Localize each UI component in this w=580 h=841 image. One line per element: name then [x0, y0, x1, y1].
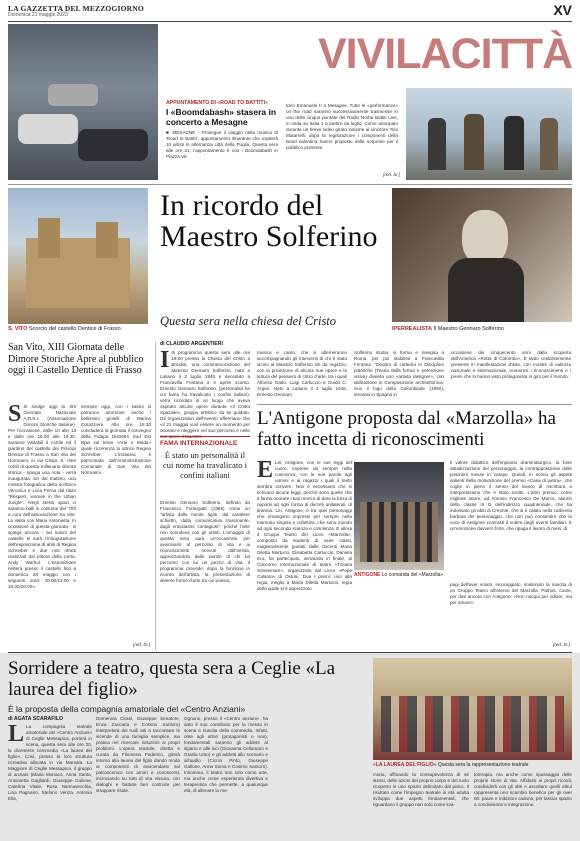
fama-title: FAMA INTERNAZIONALE [160, 440, 238, 447]
antigone-body-col1: E Lei, Antigone, con le sue leggi del cuore, imprese da sempre nella coscienza, con le sue parole agli uomini e ai ragazzi i quali il testo sembra scrivere. Non è necessario che si scrivano alcune leggi, perché sono quelle che ti fanno onorare i tuoi morti e di dare la forza di opporsi ad ogni forma di decreti unilaterali, di tirannia. Lei, Antigone, è tra quei personaggi che rimangono impressi per sempre nella memoria singola e collettiva, che sono mondo ad ogni secondo scienza e coscienza. E allora il Gruppo Teatro del Liceo «Marzolla», composto da studenti di varie classi, magistralmente guidati dalle docenti Maria Diletta Martucci, Elisabetta Carluccio, Daniela Ero, ha partecipato, arrivando in finale, al Concorso Internazionale di teatro «Tiziana Sensemare», organizzato dal Liceo «Pepe Calamo» di Ostuni. Due i premi: uno alla regia, meglio a Maria Diletta Martucci, regia della quale si è apprezzato [257, 457, 352, 591]
maestro-body-text: In programma questa sera alle ore 19.00 presso la Chiesa del Cristo a Brindisi, una commemorazione del Maestro Gennaro Solferino, nato a Latiano il 3 luglio 1946 e deceduto a Francavilla Fontana il 4 aprile scorso. Ernesto Gennaro Solferino, (personalità ha cui fama ha travalicato i confini italiani), verrà ricordato in un luogo che aveva ospitato alcune opere durante «Il Cristo Spaziale», gruppo artistico da lui guidato. Gli organizzatori dell'evento affermano che «il 21 maggio vuol essere un momento per onorare e rileggere nel suo percorso e nelle sue opere il Maestro [160, 350, 250, 439]
teatro-subhead: È la proposta della compagnia amatoriale del «Centro Anziani» [8, 704, 246, 714]
divider-antigone [257, 404, 572, 405]
caption-text: Scorcio del castello Dentice di Frasso [29, 326, 121, 332]
teatro-body-col5: toterapia, ma anche come ripassaggio delle proprie storie di vita. Affidarsi ai propri ricordi, condividerli con gli altri e ascoltare quelli altrui rappresenta uno scambio benefico per gli over 60: paure e inibizioni cadono, per lasciar spazio a condivisione e integrazione. [474, 772, 572, 807]
antigone-body-text: Lei, Antigone, con le sue leggi del cuore, imprese da sempre nella coscienza, con le sue parole agli uomini e ai ragazzi i quali il testo sembra scrivere. Non è necessario che si scrivano alcune leggi, perché sono quelle che ti fanno onorare i tuoi morti e di dare la forza di opporsi ad ogni forma di decreti unilaterali, di tirannia. Lei, Antigone, è tra quei personaggi che rimangono impressi per sempre nella memoria singola e collettiva, che sono mondo ad ogni secondo scienza e coscienza. E allora il Gruppo Teatro del Liceo «Marzolla», composto da studenti di varie classi, magistralmente guidati dalle docenti Maria Diletta Martucci, Elisabetta Carluccio, Daniela Ero, ha partecipato, arrivando in finale, al Concorso Internazionale di teatro «Tiziana Sensemare», organizzato dal Liceo «Pepe Calamo» di Ostuni. Due i premi: uno alla regia, meglio a Maria Diletta Martucci, regia della quale si è apprezzato [257, 460, 352, 591]
band-photo [406, 88, 572, 180]
teatro-body-col1: L La compagnia teatrale amatoriale del «Centro Anziani» di Ceglie Messapica, porterà in scena, questa sera alle ore 20, la divertente commedia «La laurea del figlio». Così, presso la loro struttura ricreativa allocata in via Marsala. La Maggiore di Ceglie Messapica, il gruppo di anziani (Maria Monaco, Anna Santa, Antonietta Gagliardi, Giuseppe Galione, Caterina Vitale, Rosa Nannavecchia, Lina Pagnano, Stefano Venza, Antonio Elia, [8, 721, 92, 801]
svito-body-col2: Sempre oggi, con i saloni si potranno ammirare anche i bellissimi gioielli di Marina Corazziere. Alle ore 18.30 concluderà la giornata il convegno della Fidapa Distretto Sud Est Bpw sul tema «Arte e Moda» quale ricorrenza la attrice Regina Schreiber. L'iniziativa è patrocinata dall'Amministrazione Comunale di San Vito dei Normanni. [81, 404, 151, 475]
teatro-headline: Sorridere a teatro, questa sera a Ceglie «La laurea del figlio» [8, 658, 336, 700]
header-rule [8, 21, 572, 22]
teatro-body-col2: Domenica Cirasì, Giuseppe Senatore, Enza Zaccaria e Cosimo Santoro) interpreterà dei ruoli atti a raccontare le vicende di una famiglia semplice, ma pratica nel ricercare soluzioni ai propri problemi. L'opera teatrale, diretta e curata da Filomena Federico, girerà intorno alla laurea del figlio dando modo ai componenti di avvicendarsi sul palcoscenico con amori e conoscenti, incrociando su tutti di vita vissuta, con dialoghi e battute ben costruite per strappare risate. [96, 716, 180, 793]
newspaper-name: LA GAZZETTA DEL MEZZOGIORNO [8, 4, 144, 13]
svito-headline: San Vito, XIII Giornata delle Dimore Storiche Apre al pubblico oggi il Castello Dentice di Frasso [8, 342, 144, 376]
castle-photo [8, 188, 148, 324]
fama-box [160, 436, 250, 498]
teatro-photo [373, 658, 572, 760]
caption-tag: S. VITO [8, 326, 28, 332]
svito-author: [red. br.] [133, 642, 150, 647]
appuntamento-body-col1: ■ MESAGNE - Prosegue il viaggio nella musica di 'Road to Battiti', appuntamento itinerante che ospiterà 10 artisti in alternanza città della Puglia. Questa sera alle ore 21, l'appuntamento è con i Boomdabash in Piazza Vit- [166, 130, 278, 159]
caption-tag: «LA LAUREA DEL FIGLIO» [373, 762, 437, 768]
teatro-body-col3: Ognuno, presso il «Centro anziani», ha dato il suo contributo per la messa in scena e riuscita della commedia. Infatti, oltre agli attori (protagonisti e non), fondamentali saranno gli addetti al sipario e alle luci (Giovanna Cellamaro e Grazia Urso) e gli addetti allo scenario e all'audio (Ciccio Pinto, Giuseppe Gallone, Anna Suma e Cosimo Santoro). Insomma, il teatro non solo come arte, ma anche come esperienza divertiva e terapeutica che permette, a qualunque età, di allenare la me- [184, 716, 268, 793]
teatro-body-text: La compagnia teatrale amatoriale del «Centro Anziani» di Ceglie Messapica, porterà in scena, questa sera alle ore 20, la divertente commedia «La laurea del figlio». Così, presso la loro struttura ricreativa allocata in via Marsala. La Maggiore di Ceglie Messapica, il gruppo di anziani (Maria Monaco, Anna Santa, Antonietta Gagliardi, Giuseppe Galione, Caterina Vitale, Rosa Nannavecchia, Lina Pagnano, Stefano Venza, Antonio Elia, [8, 724, 92, 801]
teatro-byline: di AGATA SCARAFILO [8, 716, 64, 722]
caption-text: Il Maestro Gennaro Solferino [433, 326, 504, 332]
caption-text: Lo comanda del «Marzolla» [381, 572, 444, 578]
maestro-body-col2: musica e canto, che si alterneranno accompagnando gli interventi di chi è stato vicino al Maestro Solferino sin da ragazzo, con la proiezione di alcune sue opere e la lettura del pensiero di critici d'arte, tra i quali Alfonso Gatto, Luigi Carluccio e Guido C. Argan. Nato a Latiano il 3 luglio 1946, Ernesto Gennaro [257, 350, 347, 397]
column-rule [155, 342, 156, 650]
issue-date: Domenica 21 maggio 2023 [8, 12, 68, 18]
teatro-caption [373, 762, 572, 768]
caption-tag: IPERREALISTA [392, 326, 432, 332]
antigone-body-col2: il valore didattico dell'impianto drammaturgico, la forte attualizzazione del personaggio, la contrapposizione delle posizioni messe in campo. Quindi, in scena gli aspetti salienti della motivazione del premio «Casa di pietra», che coglie in pieno il senso del lavoro di riscrittura e interpretazione che è stato svolto. L'altro premio, come migliore attore, ad Antonio Francesco De Marco, alunno della classe III D dell'indirizzo quadriennale, che ha indossato gli abiti di Creonte, che si è calato nella cattiveria barbara del personaggio, che non può consentire che la voce di Antigone contrasti il volere degli eventi familiari. E un'emozione davvero forte, che ripaga il lavoro di mesi, di [450, 460, 572, 531]
maestro-body-col1: I In programma questa sera alle ore 19.00 presso la Chiesa del Cristo a Brindisi, una commemorazione del Maestro Gennaro Solferino, nato a Latiano il 3 luglio 1946 e deceduto a Francavilla Fontana il 4 aprile scorso. Ernesto Gennaro Solferino, (personalità ha cui fama ha travalicato i confini italiani), verrà ricordato in un luogo che aveva ospitato alcune opere durante «Il Cristo Spaziale», gruppo artistico da lui guidato. Gli organizzatori dell'evento affermano che «il 21 maggio vuol essere un momento per onorare e rileggere nel suo percorso e nelle sue opere il Maestro [160, 347, 250, 439]
antigone-caption [354, 572, 454, 578]
teatro-body-col4: moria, affinando la consapevolezza di sé stessi, delle azioni del proprio corpo e del ruolo ricoperto in uno spazio delimitato dal palco. Il risultato come l'impegno teatrale in età adulta sviluppa due aspetti fondamentali, che riguardano il gruppo non solo come sva- [373, 772, 469, 807]
antigone-author: [red. br.] [553, 642, 570, 647]
caption-text: Questa sera la rappresentazione teatrale [437, 762, 529, 768]
appuntamento-article [166, 100, 278, 160]
antigone-photo [354, 462, 444, 570]
maestro-body-col4: occasione dei cinquecento anni dalla scoperta dell'America «Rotta di Colombo». È stato costantemente presente in manifestazioni d'arte, con mostre di valenza nazionale e internazionale, numerosi i riconoscimenti e i premi che lo hanno visto protagonista in giro per il mondo. [451, 350, 571, 379]
cars-photo [8, 24, 158, 180]
antigone-body-col2b: pagi dell'aver voluto, incoraggiato, sostenuto la nascita di un Gruppo Teatro all'interno del Marzolla. Pathos, cuore, per dire ancora con Antigone: «Non nacqui per odiare, ma per amare». [450, 582, 572, 605]
caption-tag: ANTIGONE [354, 572, 381, 578]
maestro-body-col1b: Ernesto Gennaro Solferino, definito da Francesco Forlargatti (1969) come un "artista dalla mente agile, dal carattere schietto, dalla comunicativa trascinante, dagli entusiasmi contagiosi", poiché l'arte non scendeva con gli artisti. L'omaggio di questa sera sarà un'occasione per avvicinarsi al percorso di vita e ai riconoscimenti ricevuti dall'artista, apprezzandolo dalle parole di chi ha percorso con lui un pezzo di vita. Il programma prevede, dopo la funzione in ricordo dell'artista, la presentazione di diverse forme d'arte tra cui poesia, [160, 500, 250, 583]
appuntamento-kicker: APPUNTAMENTO DI «ROAD TO BATTITI» [166, 100, 268, 106]
solferino-caption [392, 326, 572, 332]
svito-body-text: Si svolge oggi la XIII Giornata Nazionale A.D.S.I. (Associazione Dimore Storiche Italiane). Per l'occasione, dalle 10 alle 13 e dalle ore 15.00 alle 18.30, saranno visitabili il cortile ed il giardino del castello dei Principi Dentice di Frasso a San Vito dei Normanni, in via Crispi, 6. «Nei cortili di questa millenaria dimora storica - spiega una nota - verrà inaugurata, sin dal mattino, una mostra fotografica della scrittrice Veronica e Livia Ferria dal titolo "Respect, women in the Urban Jungle". Negli stessi spazi ci saranno balli in costume del '700 a cura dell'associazione Sa rete. La visita con Maria Antonietta. In occasione di questa giornata - si spiega ancora - nei saloni del castello si sarà l'inaugurazione dell'esposizione di abiti di Regina Schreiber e due noti ritratti realizzati dal pittore della porta, Andy Warhol. L'esposizione resterà presso il castello fino a domenica 28 maggio con i seguenti orari: 10.00/13.00 e 16.30/20.00». [8, 404, 76, 589]
solferino-photo [392, 188, 572, 322]
maestro-subhead: Questa sera nella chiesa del Cristo [160, 314, 337, 328]
maestro-headline: In ricordo del Maestro Solferino [160, 189, 378, 253]
section-brand: VIVILACITTÀ [318, 30, 573, 78]
appuntamento-author: [red. br.] [383, 172, 400, 177]
castle-caption [8, 326, 158, 332]
divider-top [8, 184, 572, 185]
appuntamento-body-col2: torio Emanuele II a Mesagne. Tutte le «performance» on the road saranno successivamente trasmesse in una delle cinque puntate del Radio Norba Battiti Live, in onda su Italia 1 a partire da luglio. Come anticipato durante un breve video girato insieme al vincitore Toni Matarrelli, dopo la registrazione i componenti della Band salentina hanno proposto delle sorprese per il pubblico presente. [286, 103, 398, 150]
svito-body-col1: S Si svolge oggi la XIII Giornata Nazionale A.D.S.I. (Associazione Dimore Storiche Italiane). Per l'occasione, dalle 10 alle 13 e dalle ore 15.00 alle 18.30, saranno visitabili il cortile ed il giardino del castello dei Principi Dentice di Frasso a San Vito dei Normanni, in via Crispi, 6. «Nei cortili di questa millenaria dimora storica - spiega una nota - verrà inaugurata, sin dal mattino, una mostra fotografica della scrittrice Veronica e Livia Ferria dal titolo "Respect, women in the Urban Jungle". Negli stessi spazi ci saranno balli in costume del '700 a cura dell'associazione Sa rete. La visita con Maria Antonietta. In occasione di questa giornata - si spiega ancora - nei saloni del castello si sarà l'inaugurazione dell'esposizione di abiti di Regina Schreiber e due noti ritratti realizzati dal pittore della porta, Andy Warhol. L'esposizione resterà presso il castello fino a domenica 28 maggio con i seguenti orari: 10.00/13.00 e 16.30/20.00». [8, 401, 76, 589]
page-number: XV [553, 2, 572, 18]
maestro-byline: di CLAUDIO ARGENTIERI [160, 341, 223, 347]
maestro-body-col3: Solferino studia, si forma e insegna a Roma, per poi stabilirsi a Francavilla Fontana. "Dedaro di cattedra in Discipline pittoriche (Teoria della forma e percezione visiva) diventa uno «artista designer», con abilitazione in Composizione architettonica. Suo il logo della Colombiade (1992), tenutasi in Spagna in [354, 350, 444, 397]
appuntamento-headline: I «Boomdabash» stasera in concerto a Mesagne [166, 107, 277, 127]
antigone-headline: L'Antigone proposta dal «Marzolla» ha fatto incetta di riconoscimenti [257, 408, 556, 450]
fama-text: È stato un personalità il cui nome ha travalicato i confini italiani [162, 450, 248, 480]
